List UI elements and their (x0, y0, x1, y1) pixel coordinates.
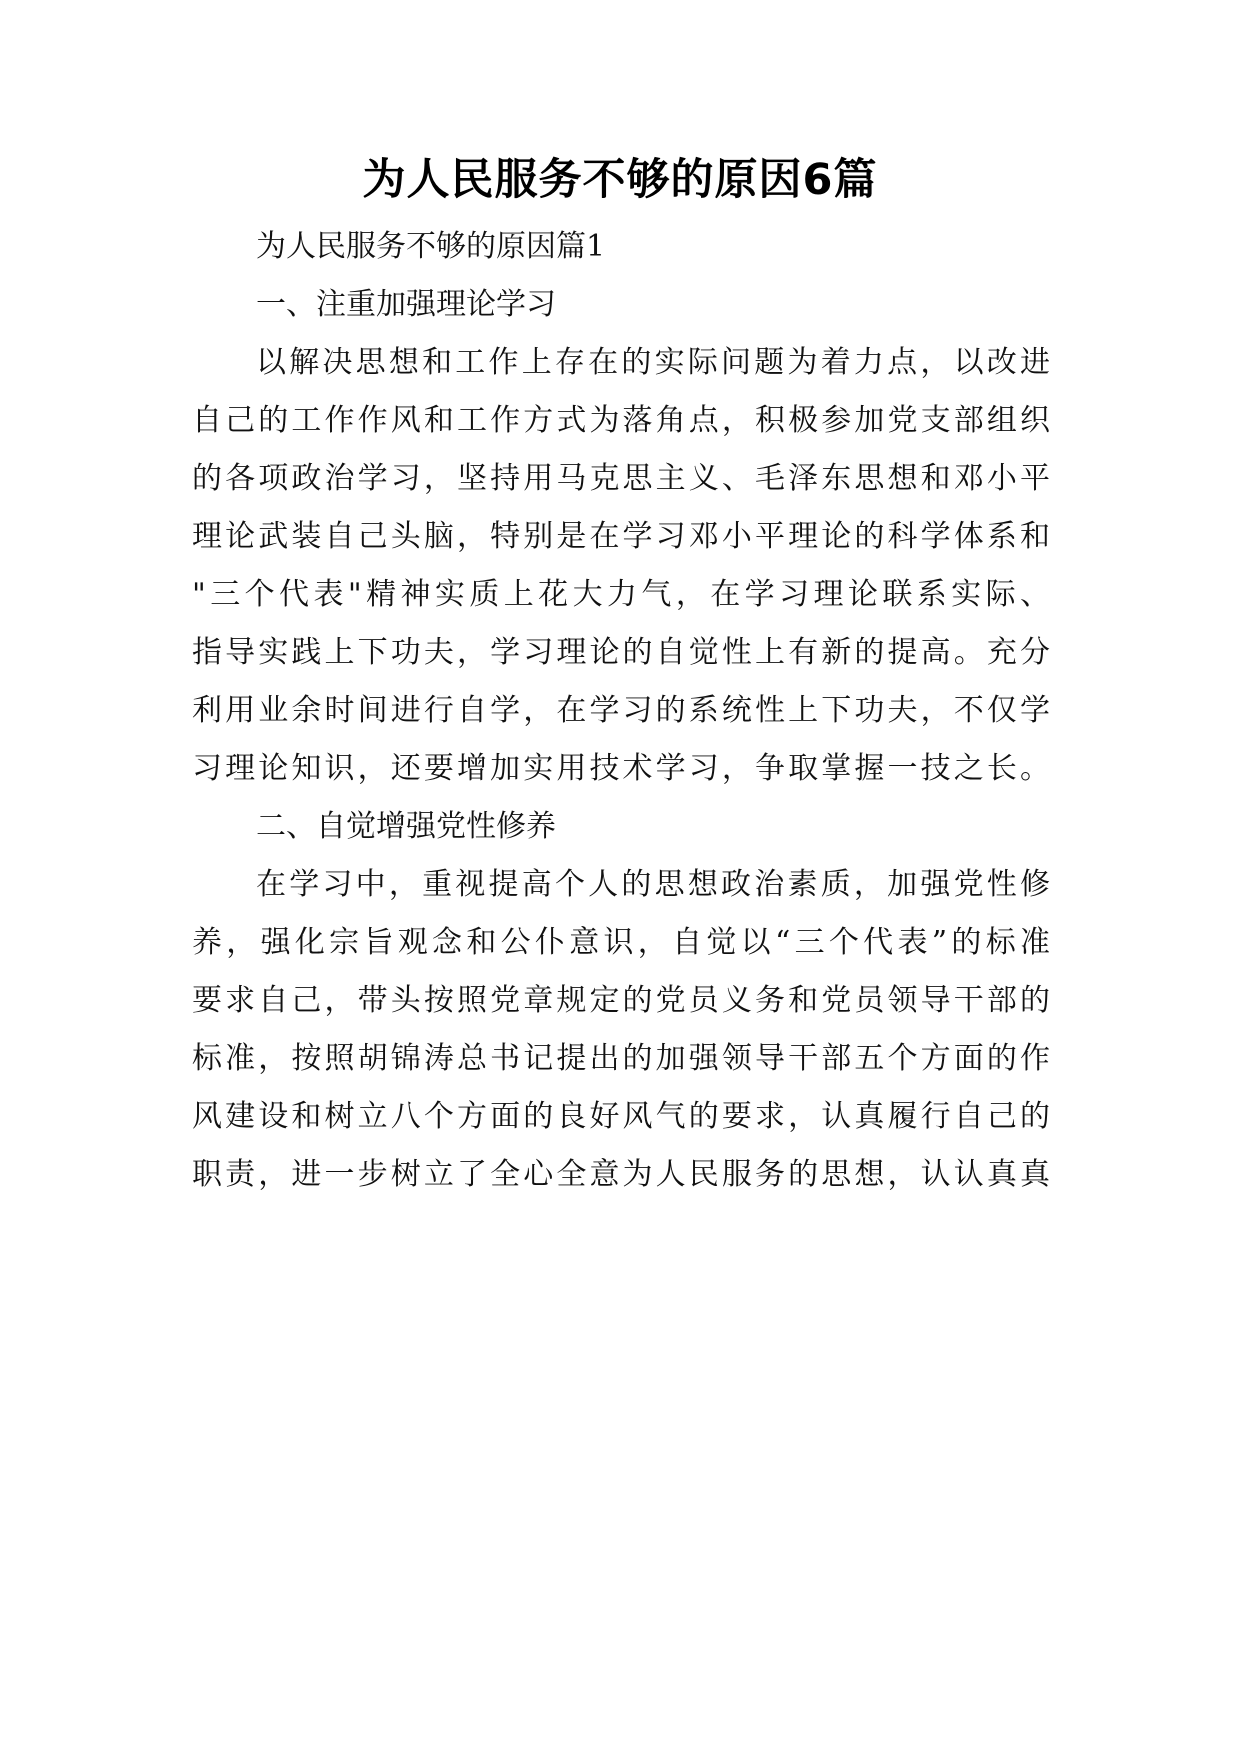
subsection-heading: 二、自觉增强党性修养 (256, 809, 556, 844)
paragraph-line: 养，强化宗旨观念和公仆意识，自觉以“三个代表”的标准 (192, 925, 1050, 960)
paragraph-line: 利用业余时间进行自学，在学习的系统性上下功夫，不仅学 (192, 693, 1050, 728)
section-heading: 为人民服务不够的原因篇1 (256, 229, 606, 264)
paragraph-line: 以解决思想和工作上存在的实际问题为着力点，以改进 (256, 345, 1050, 380)
paragraph-line: 指导实践上下功夫，学习理论的自觉性上有新的提高。充分 (192, 635, 1050, 670)
paragraph-line: 自己的工作作风和工作方式为落角点，积极参加党支部组织 (192, 403, 1050, 438)
paragraph-line: 要求自己，带头按照党章规定的党员义务和党员领导干部的 (192, 983, 1050, 1018)
paragraph-line: 在学习中，重视提高个人的思想政治素质，加强党性修 (256, 867, 1050, 902)
document-title: 为人民服务不够的原因6篇 (362, 155, 878, 205)
paragraph-line: 标准，按照胡锦涛总书记提出的加强领导干部五个方面的作 (192, 1041, 1050, 1076)
paragraph-line: 习理论知识，还要增加实用技术学习，争取掌握一技之长。 (192, 751, 1050, 786)
paragraph-line: 风建设和树立八个方面的良好风气的要求，认真履行自己的 (192, 1099, 1050, 1134)
paragraph-line: "三个代表"精神实质上花大力气，在学习理论联系实际、 (192, 577, 1050, 612)
paragraph-line: 理论武装自己头脑，特别是在学习邓小平理论的科学体系和 (192, 519, 1050, 554)
paragraph-line: 的各项政治学习，坚持用马克思主义、毛泽东思想和邓小平 (192, 461, 1050, 496)
subsection-heading: 一、注重加强理论学习 (256, 287, 556, 322)
paragraph-line: 职责，进一步树立了全心全意为人民服务的思想，认认真真 (192, 1157, 1050, 1192)
document-body (192, 218, 1050, 1204)
